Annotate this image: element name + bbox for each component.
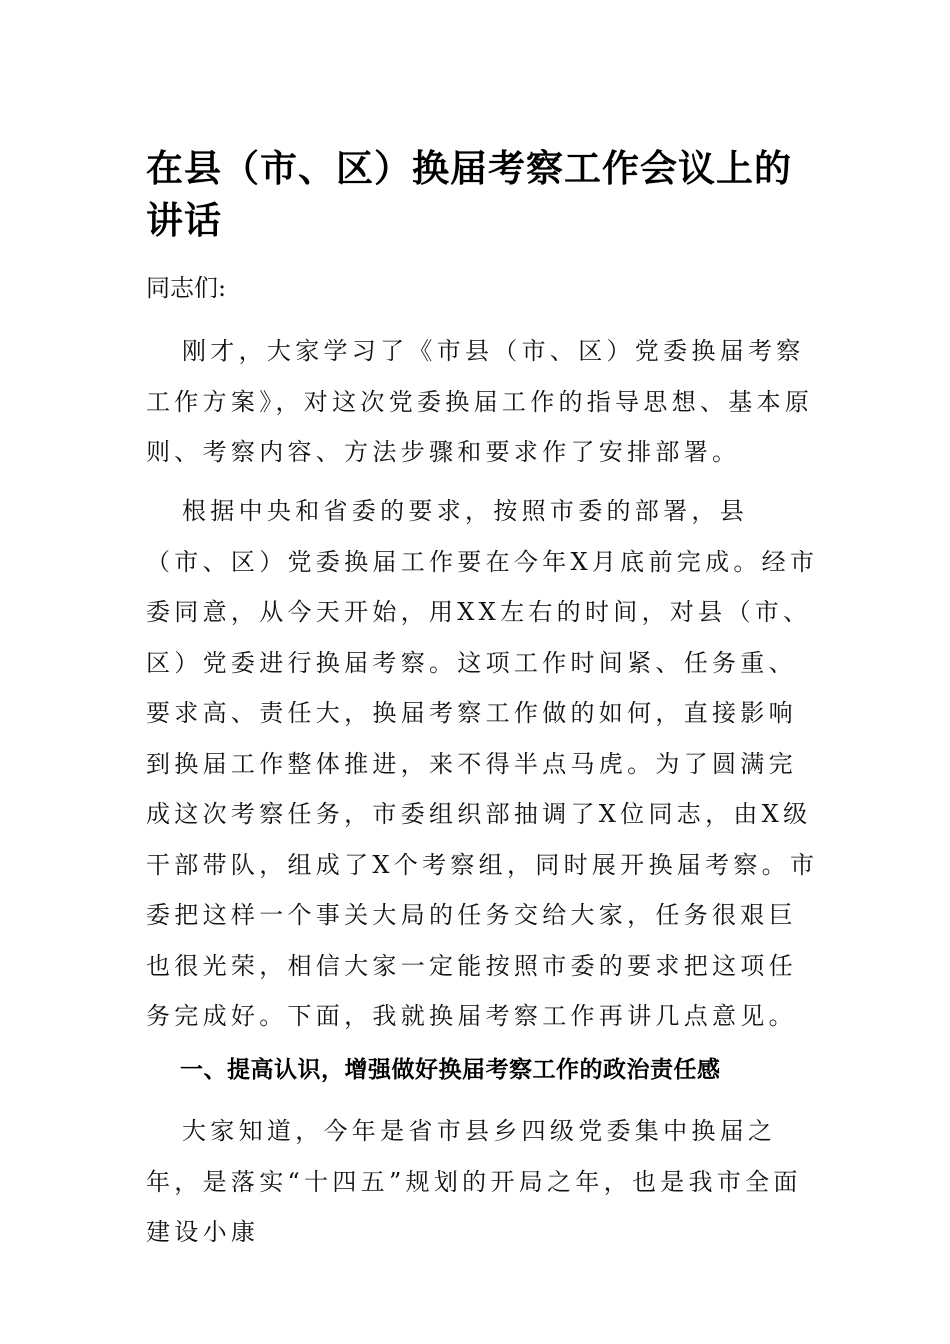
section-paragraph: 大家知道，今年是省市县乡四级党委集中换届之年，是落实“十四五”规划的开局之年，也是我市全面建设小康 bbox=[146, 1117, 802, 1246]
document-title: 在县（市、区）换届考察工作会议上的讲话 bbox=[146, 146, 792, 242]
section-heading: 一、提高认识，增强做好换届考察工作的政治责任感 bbox=[180, 1057, 721, 1083]
paragraph-intro: 刚才，大家学习了《市县（市、区）党委换届考察工作方案》，对这次党委换届工作的指导思想、基本原则、考察内容、方法步骤和要求作了安排部署。 bbox=[146, 337, 814, 466]
paragraph-background: 根据中央和省委的要求，按照市委的部署，县（市、区）党委换届工作要在今年X月底前完成。经市委同意，从今天开始，用XX左右的时间，对县（市、区）党委进行换届考察。这项工作时间紧、任务重、要求高、责任大，换届考察工作做的如何，直接影响到换届工作整体推进，来不得半点马虎。为了圆满完成这次考察任务，市委组织部抽调了X位同志，由X级干部带队，组成了X个考察组，同时展开换届考察。市委把这样一个事关大局的任务交给大家，任务很艰巨也很光荣，相信大家一定能按照市委的要求把这项任务完成好。下面，我就换届考察工作再讲几点意见。 bbox=[146, 497, 819, 1030]
salutation: 同志们: bbox=[146, 274, 227, 302]
